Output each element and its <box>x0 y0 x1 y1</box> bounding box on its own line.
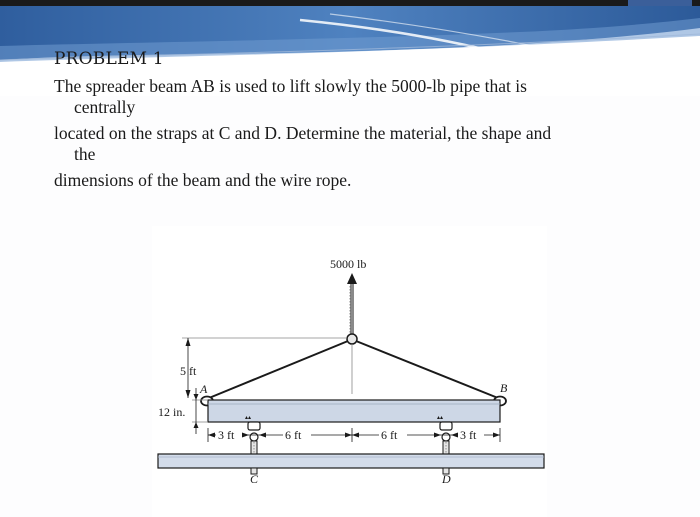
span-label-2: 6 ft <box>285 428 302 442</box>
paragraph-line-5: dimensions of the beam and the wire rope. <box>54 170 352 190</box>
point-a-label: A <box>200 382 208 396</box>
beam-depth-label: 12 in. <box>158 405 186 419</box>
svg-text:▴▴: ▴▴ <box>437 415 444 421</box>
paragraph-line-4: the <box>74 144 96 164</box>
hoist-cable <box>350 284 354 336</box>
height-label: 5 ft <box>180 364 197 378</box>
load-arrow-head <box>347 273 357 284</box>
spreader-beam-diagram <box>152 226 547 517</box>
lifting-ring <box>347 334 357 344</box>
spreader-beam <box>208 400 500 422</box>
pipe <box>158 454 544 468</box>
wire-rope-right <box>356 341 498 398</box>
spreader-beam-figure <box>152 226 547 517</box>
load-label: 5000 lb <box>330 257 367 271</box>
svg-text:▴▴: ▴▴ <box>245 415 252 421</box>
problem-title: PROBLEM 1 <box>54 49 164 69</box>
span-label-3: 6 ft <box>381 428 398 442</box>
span-label-4: 3 ft <box>460 428 477 442</box>
point-b-label: B <box>500 381 508 395</box>
point-c-label: C <box>250 472 259 486</box>
wire-rope-left <box>209 341 348 398</box>
paragraph-line-3: located on the straps at C and D. Determine the material, the shape and <box>54 123 552 143</box>
problem-text-block <box>54 48 654 191</box>
point-d-label: D <box>442 472 451 486</box>
paragraph-line-2: centrally <box>74 97 136 117</box>
span-label-1: 3 ft <box>218 428 235 442</box>
paragraph-line-1: The spreader beam AB is used to lift slowly the 5000-lb pipe that is <box>54 76 527 96</box>
